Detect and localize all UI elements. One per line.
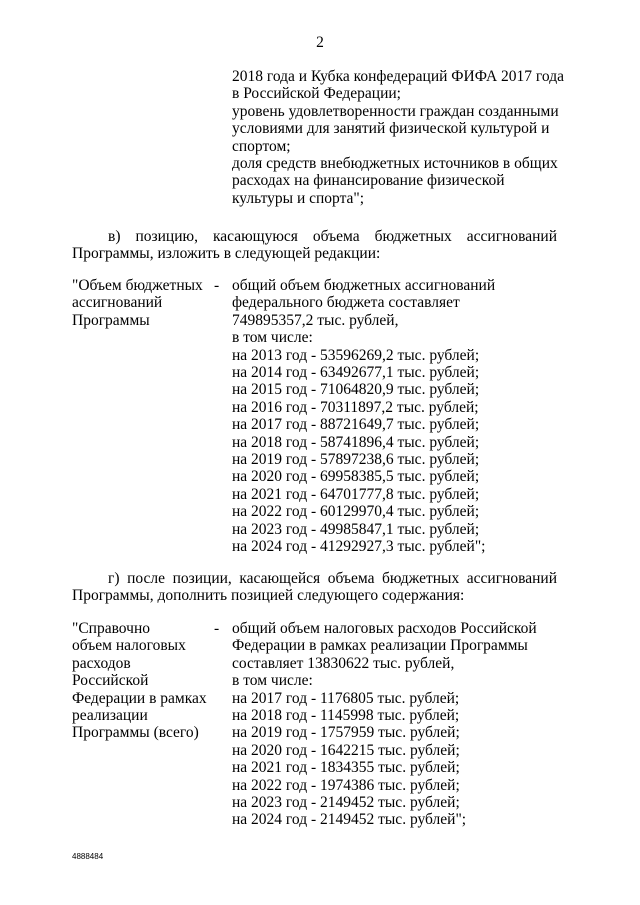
- text-line: Федерации в рамках реализации Программы: [232, 637, 528, 655]
- text-line: на 2024 год - 41292927,3 тыс. рублей";: [232, 538, 486, 556]
- text-line: на 2019 год - 1757959 тыс. рублей;: [232, 724, 460, 742]
- text-line: 2018 года и Кубка конфедераций ФИФА 2017 года: [232, 68, 564, 85]
- text-line: уровень удовлетворенности граждан созданными: [232, 102, 559, 120]
- text-line: расходах на финансирование физической: [232, 172, 505, 190]
- text-line: "Объем бюджетных: [72, 277, 203, 294]
- text-line: на 2021 год - 1834355 тыс. рублей;: [232, 759, 460, 777]
- text-line: спортом;: [232, 137, 291, 155]
- text-line: общий объем бюджетных ассигнований: [232, 277, 496, 294]
- text-line: на 2020 год - 69958385,5 тыс. рублей;: [232, 468, 480, 486]
- text-line: Программы (всего): [72, 724, 199, 742]
- text-line: на 2020 год - 1642215 тыс. рублей;: [232, 741, 460, 759]
- text-line: составляет 13830622 тыс. рублей,: [232, 654, 455, 672]
- tax-position-dash: -: [214, 620, 220, 637]
- document-code: 4888484: [72, 852, 104, 861]
- text-line: Российской: [72, 672, 149, 690]
- intro-text-block: [232, 68, 564, 207]
- text-line: на 2016 год - 70311897,2 тыс. рублей;: [232, 398, 479, 416]
- text-line: доля средств внебюджетных источников в общих: [232, 155, 558, 173]
- tax-position-label: [72, 620, 207, 742]
- text-line: общий объем налоговых расходов Российской: [232, 620, 537, 637]
- text-line: 749895357,2 тыс. рублей,: [232, 311, 399, 329]
- text-line: федерального бюджета составляет: [232, 294, 460, 312]
- page-number: 2: [316, 34, 324, 51]
- text-line: на 2023 год - 2149452 тыс. рублей;: [232, 794, 460, 812]
- text-line: на 2017 год - 1176805 тыс. рублей;: [232, 689, 460, 707]
- text-line: на 2022 год - 1974386 тыс. рублей;: [232, 776, 460, 794]
- text-line: "Справочно: [72, 620, 150, 637]
- text-line: в Российской Федерации;: [232, 85, 401, 103]
- text-line: на 2013 год - 53596269,2 тыс. рублей;: [232, 346, 480, 364]
- text-line: на 2019 год - 57897238,6 тыс. рублей;: [232, 451, 480, 469]
- budget-position-value: [232, 277, 495, 556]
- text-line: на 2017 год - 88721649,7 тыс. рублей;: [232, 416, 480, 434]
- text-line: Программы: [72, 311, 150, 329]
- text-line: на 2021 год - 64701777,8 тыс. рублей;: [232, 485, 480, 503]
- text-line: расходов: [72, 654, 131, 672]
- tax-position-value: [232, 620, 537, 829]
- text-line: на 2018 год - 1145998 тыс. рублей;: [232, 707, 460, 725]
- text-line: на 2023 год - 49985847,1 тыс. рублей;: [232, 520, 480, 538]
- text-line: на 2024 год - 2149452 тыс. рублей";: [232, 811, 467, 829]
- paragraph-v-line-1: в) позицию, касающуюся объема бюджетных ассигнований: [108, 228, 557, 245]
- text-line: на 2015 год - 71064820,9 тыс. рублей;: [232, 381, 480, 399]
- text-line: на 2018 год - 58741896,4 тыс. рублей;: [232, 433, 480, 451]
- paragraph-g: [72, 570, 557, 605]
- paragraph-v-line-2: Программы, изложить в следующей редакции:: [72, 245, 381, 263]
- paragraph-g-line-1: г) после позиции, касающейся объема бюджетных ассигнований: [108, 570, 557, 587]
- text-line: Федерации в рамках: [72, 689, 207, 707]
- text-line: на 2014 год - 63492677,1 тыс. рублей;: [232, 364, 480, 382]
- text-line: ассигнований: [72, 294, 163, 312]
- text-line: объем налоговых: [72, 637, 186, 655]
- paragraph-v: [72, 228, 557, 263]
- text-line: реализации: [72, 707, 148, 725]
- budget-position-label: [72, 277, 203, 329]
- text-line: условиями для занятий физической культурой и: [232, 120, 550, 138]
- text-line: в том числе:: [232, 329, 313, 347]
- text-line: в том числе:: [232, 672, 313, 690]
- text-line: на 2022 год - 60129970,4 тыс. рублей;: [232, 503, 480, 521]
- paragraph-g-line-2: Программы, дополнить позицией следующего содержания:: [72, 587, 465, 605]
- text-line: культуры и спорта";: [232, 189, 365, 207]
- budget-position-dash: -: [214, 277, 220, 294]
